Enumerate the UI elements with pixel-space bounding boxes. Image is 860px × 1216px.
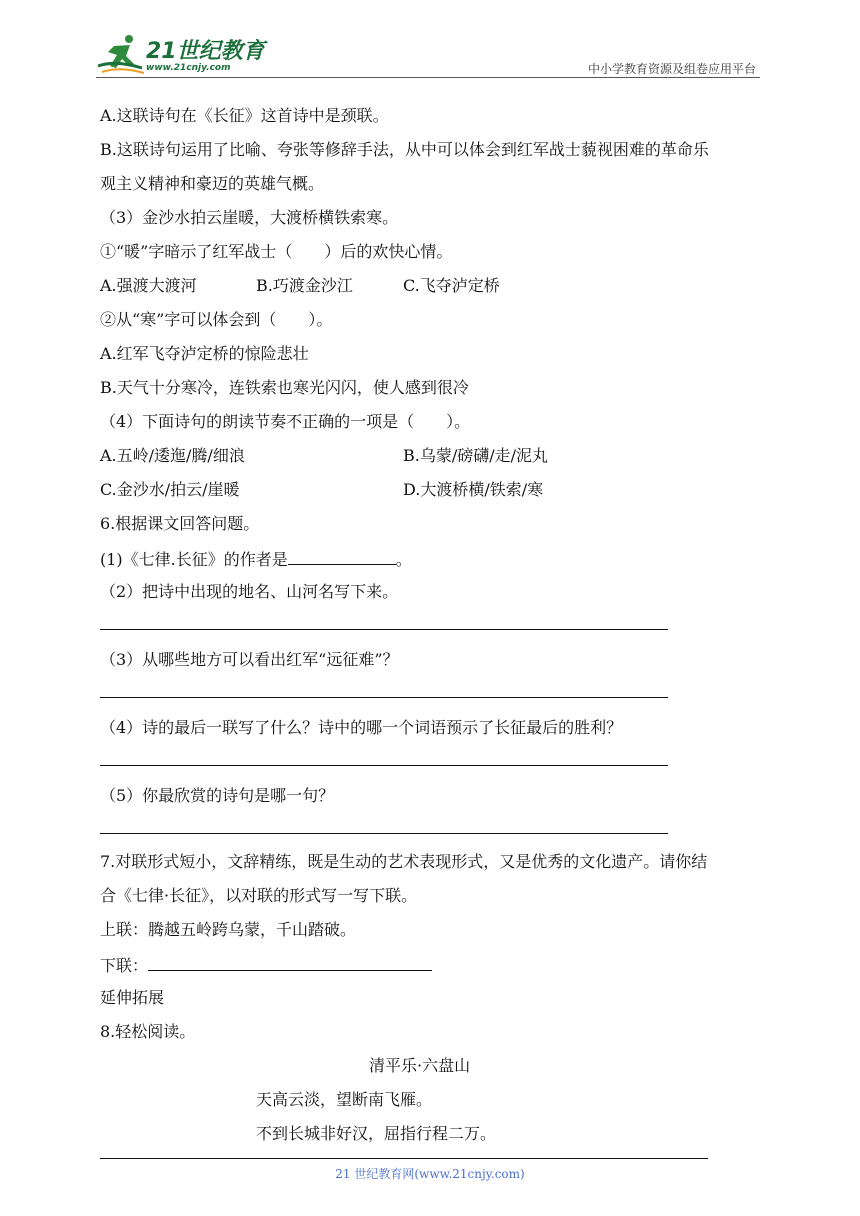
q7-lower-label: 下联： bbox=[100, 956, 149, 975]
footer-text[interactable]: 21 世纪教育网(www.21cnjy.com) bbox=[335, 1167, 525, 1181]
q5-3-2-stem: ②从“寒”字可以体会到（ ）。 bbox=[100, 310, 333, 329]
logo-text: 21世纪教育 bbox=[146, 39, 265, 64]
runner-icon bbox=[96, 32, 146, 76]
q6-5-answer-line[interactable] bbox=[100, 833, 668, 834]
q5-4-option-c: C.金沙水/拍云/崖暖 bbox=[100, 480, 240, 499]
q5-3-1-option-b: B.巧渡金沙江 bbox=[256, 276, 353, 295]
q5-4-option-d: D.大渡桥横/铁索/寒 bbox=[403, 480, 544, 499]
q5-4-stem: （4）下面诗句的朗读节奏不正确的一项是（ ）。 bbox=[100, 412, 471, 431]
page-header bbox=[96, 30, 756, 78]
q6-1-text: (1)《七律.长征》的作者是 bbox=[100, 550, 288, 569]
q7-upper-couplet: 上联：腾越五岭跨乌蒙，千山踏破。 bbox=[100, 920, 357, 939]
q5-3-1-stem: ①“暖”字暗示了红军战士（ ）后的欢快心情。 bbox=[100, 242, 453, 261]
q6-1-answer-blank[interactable] bbox=[288, 548, 396, 565]
q5-4-option-b: B.乌蒙/磅礴/走/泥丸 bbox=[403, 446, 549, 465]
q6-3-answer-line[interactable] bbox=[100, 697, 668, 698]
footer-divider bbox=[100, 1158, 708, 1159]
q6-5: （5）你最欣赏的诗句是哪一句？ bbox=[100, 786, 335, 805]
poem-line-2: 不到长城非好汉，屈指行程二万。 bbox=[256, 1124, 497, 1143]
q6-3: （3）从哪些地方可以看出红军“远征难”？ bbox=[100, 650, 399, 669]
q5-4-options-row2 bbox=[100, 480, 544, 500]
q6-4-answer-line[interactable] bbox=[100, 765, 668, 766]
q6-4: （4）诗的最后一联写了什么？诗中的哪一个词语预示了长征最后的胜利？ bbox=[100, 718, 623, 737]
header-divider bbox=[96, 77, 760, 78]
q6-2: （2）把诗中出现的地名、山河名写下来。 bbox=[100, 582, 399, 601]
q5-3-2-option-b: B.天气十分寒冷，连铁索也寒光闪闪，使人感到很冷 bbox=[100, 378, 469, 397]
q6-1 bbox=[100, 548, 412, 570]
q5-3-stem: （3）金沙水拍云崖暖，大渡桥横铁索寒。 bbox=[100, 208, 399, 227]
q7-stem-line1: 7.对联形式短小，文辞精练，既是生动的艺术表现形式，又是优秀的文化遗产。请你结 bbox=[100, 852, 708, 871]
q5-2-option-a: A.这联诗句在《长征》这首诗中是颈联。 bbox=[100, 106, 389, 125]
q5-3-1-option-a: A.强渡大渡河 bbox=[100, 276, 197, 295]
q6-stem: 6.根据课文回答问题。 bbox=[100, 514, 260, 533]
q5-2-option-b-line2: 观主义精神和豪迈的英雄气概。 bbox=[100, 174, 325, 193]
q5-2-option-b-line1: B.这联诗句运用了比喻、夸张等修辞手法，从中可以体会到红军战士藐视困难的革命乐 bbox=[100, 140, 709, 159]
logo-url: www.21cnjy.com bbox=[146, 63, 231, 73]
platform-name: 中小学教育资源及组卷应用平台 bbox=[587, 62, 756, 76]
site-logo bbox=[96, 32, 266, 76]
q5-4-option-a: A.五岭/逶迤/腾/细浪 bbox=[100, 446, 245, 465]
q7-lower-couplet bbox=[100, 954, 432, 976]
q5-3-2-option-a: A.红军飞夺泸定桥的惊险悲壮 bbox=[100, 344, 309, 363]
poem-title: 清平乐·六盘山 bbox=[369, 1056, 471, 1075]
q7-stem-line2: 合《七律·长征》，以对联的形式写一写下联。 bbox=[100, 886, 418, 905]
section-heading: 延伸拓展 bbox=[100, 988, 165, 1007]
q8-stem: 8.轻松阅读。 bbox=[100, 1022, 196, 1041]
q6-2-answer-line[interactable] bbox=[100, 629, 668, 630]
q5-4-options-row1 bbox=[100, 446, 549, 466]
poem-line-1: 天高云淡，望断南飞雁。 bbox=[256, 1090, 433, 1109]
q5-3-1-option-c: C.飞夺泸定桥 bbox=[403, 276, 500, 295]
q7-lower-answer-blank[interactable] bbox=[148, 954, 432, 971]
q6-1-text-end: 。 bbox=[395, 550, 412, 569]
q5-3-1-options bbox=[100, 276, 500, 296]
